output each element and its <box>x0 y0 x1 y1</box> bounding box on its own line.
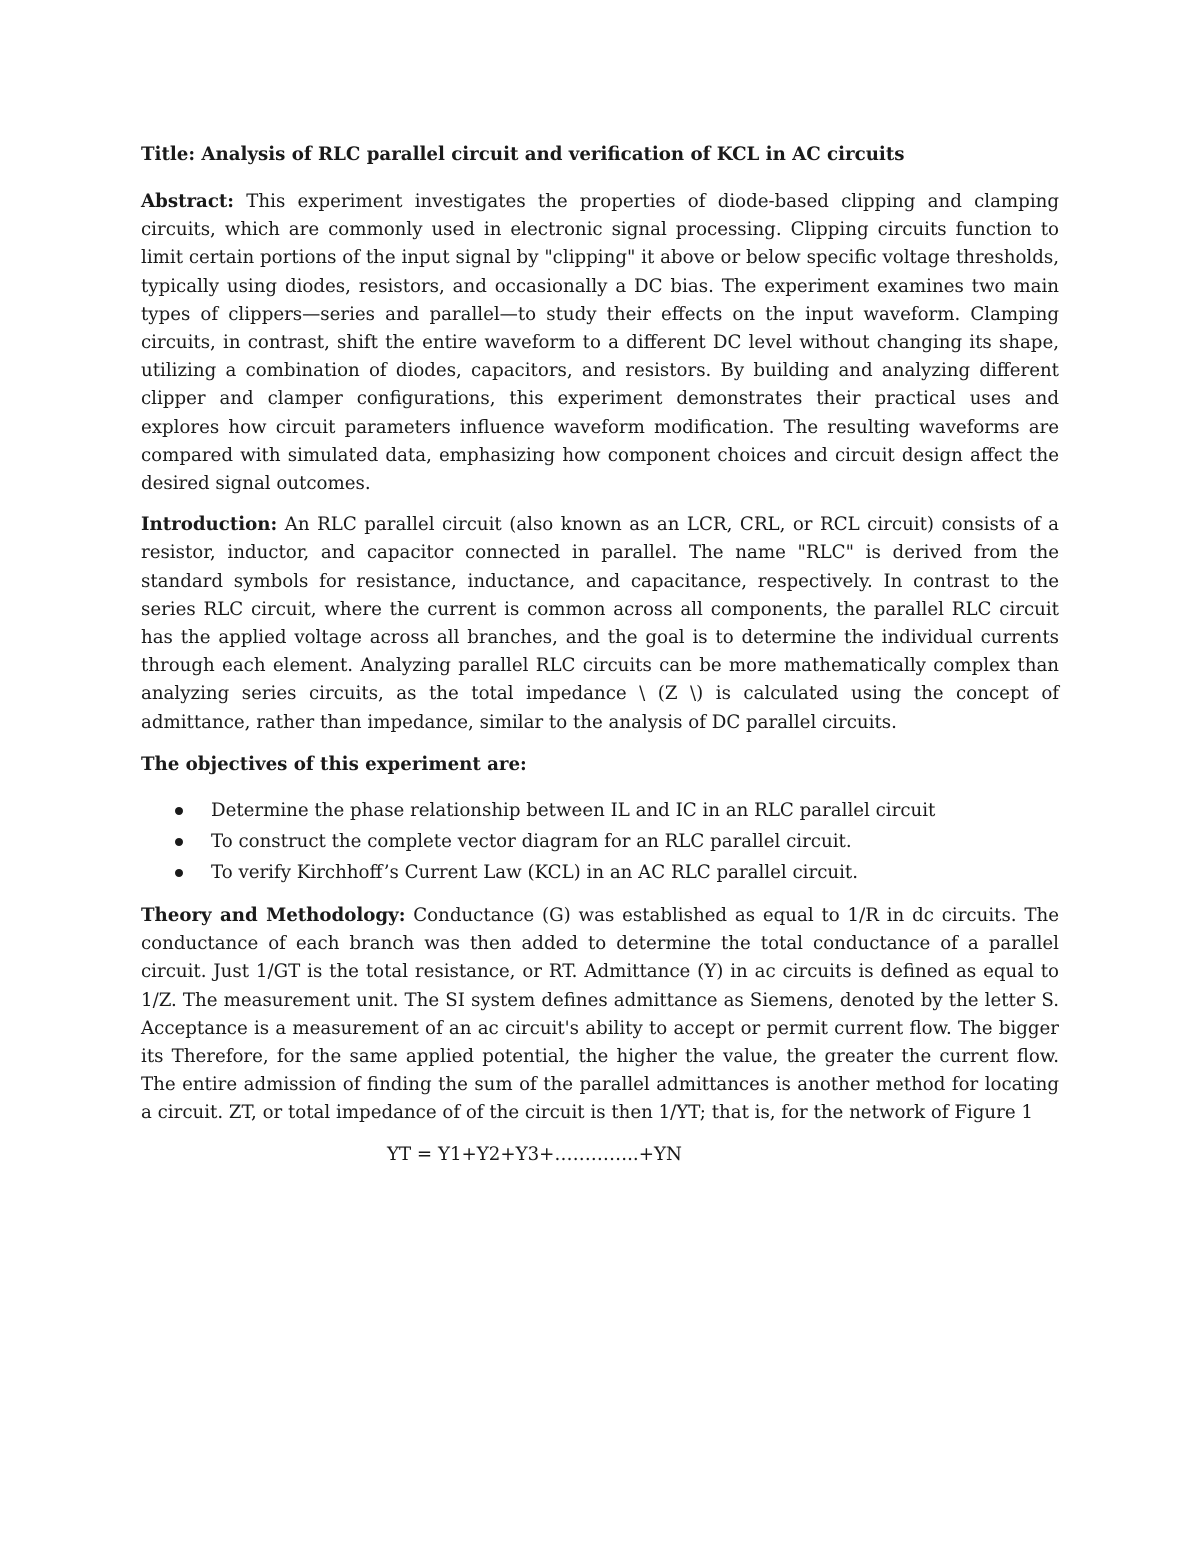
document-title <box>141 140 1059 170</box>
objective-text: To construct the complete vector diagram for an RLC parallel circuit. <box>211 831 852 853</box>
list-item <box>211 795 1059 826</box>
bullet-icon <box>175 838 183 846</box>
title-text: Analysis of RLC parallel circuit and verification of KCL in AC circuits <box>201 144 905 165</box>
objectives-list <box>141 795 1059 888</box>
objectives-heading: The objectives of this experiment are: <box>141 753 527 775</box>
introduction-heading: Introduction: <box>141 514 278 536</box>
introduction-text: An RLC parallel circuit (also known as an LCR, CRL, or RCL circuit) consists of a resistor, inductor, and capacitor connected in parallel. The name "RLC" is derived from the standard symbols for resistance, inductance, and capacitance, respectively. In contrast to the series RLC circuit, where the current is common across all components, the parallel RLC circuit has the applied voltage across all branches, and the goal is to determine the individual currents through each element. Analyzing parallel RLC circuits can be more mathematically complex than analyzing series circuits, as the total impedance \ (Z \) is calculated using the concept of admittance, rather than impedance, similar to the analysis of DC parallel circuits. <box>141 514 1059 733</box>
bullet-icon <box>175 869 183 877</box>
theory-paragraph <box>141 902 1059 1128</box>
objective-text: To verify Kirchhoff’s Current Law (KCL) in an AC RLC parallel circuit. <box>211 862 858 884</box>
abstract-heading: Abstract: <box>141 191 235 212</box>
list-item <box>211 857 1059 888</box>
title-label: Title: <box>141 144 196 165</box>
theory-text: Conductance (G) was established as equal to 1/R in dc circuits. The conductance of each branch was then added to determine the total conductance of a parallel circuit. Just 1/GT is the total resistance, or RT. Admittance (Y) in ac circuits is defined as equal to 1/Z. The measurement unit. The SI system defines admittance as Siemens, denoted by the letter S. Acceptance is a measurement of an ac circuit's ability to accept or permit current flow. The bigger its Therefore, for the same applied potential, the higher the value, the greater the current flow. The entire admission of finding the sum of the parallel admittances is another method for locating a circuit. ZT, or total impedance of of the circuit is then 1/YT; that is, for the network of Figure 1 <box>141 905 1059 1124</box>
introduction-paragraph <box>141 511 1059 737</box>
admittance-equation: YT = Y1+Y2+Y3+…………..+YN <box>387 1143 682 1165</box>
objective-text: Determine the phase relationship between IL and IC in an RLC parallel circuit <box>211 800 936 822</box>
document-page <box>141 140 1059 1169</box>
theory-heading: Theory and Methodology: <box>141 905 406 927</box>
abstract-text: This experiment investigates the properties of diode-based clipping and clamping circuits, which are commonly used in electronic signal processing. Clipping circuits function to limit certain portions of the input signal by "clipping" it above or below specific voltage thresholds, typically using diodes, resistors, and occasionally a DC bias. The experiment examines two main types of clippers—series and parallel—to study their effects on the input waveform. Clamping circuits, in contrast, shift the entire waveform to a different DC level without changing its shape, utilizing a combination of diodes, capacitors, and resistors. By building and analyzing different clipper and clamper configurations, this experiment demonstrates their practical uses and explores how circuit parameters influence waveform modification. The resulting waveforms are compared with simulated data, emphasizing how component choices and circuit design affect the desired signal outcomes. <box>141 191 1059 495</box>
abstract-paragraph <box>141 188 1059 498</box>
list-item <box>211 826 1059 857</box>
bullet-icon <box>175 807 183 815</box>
